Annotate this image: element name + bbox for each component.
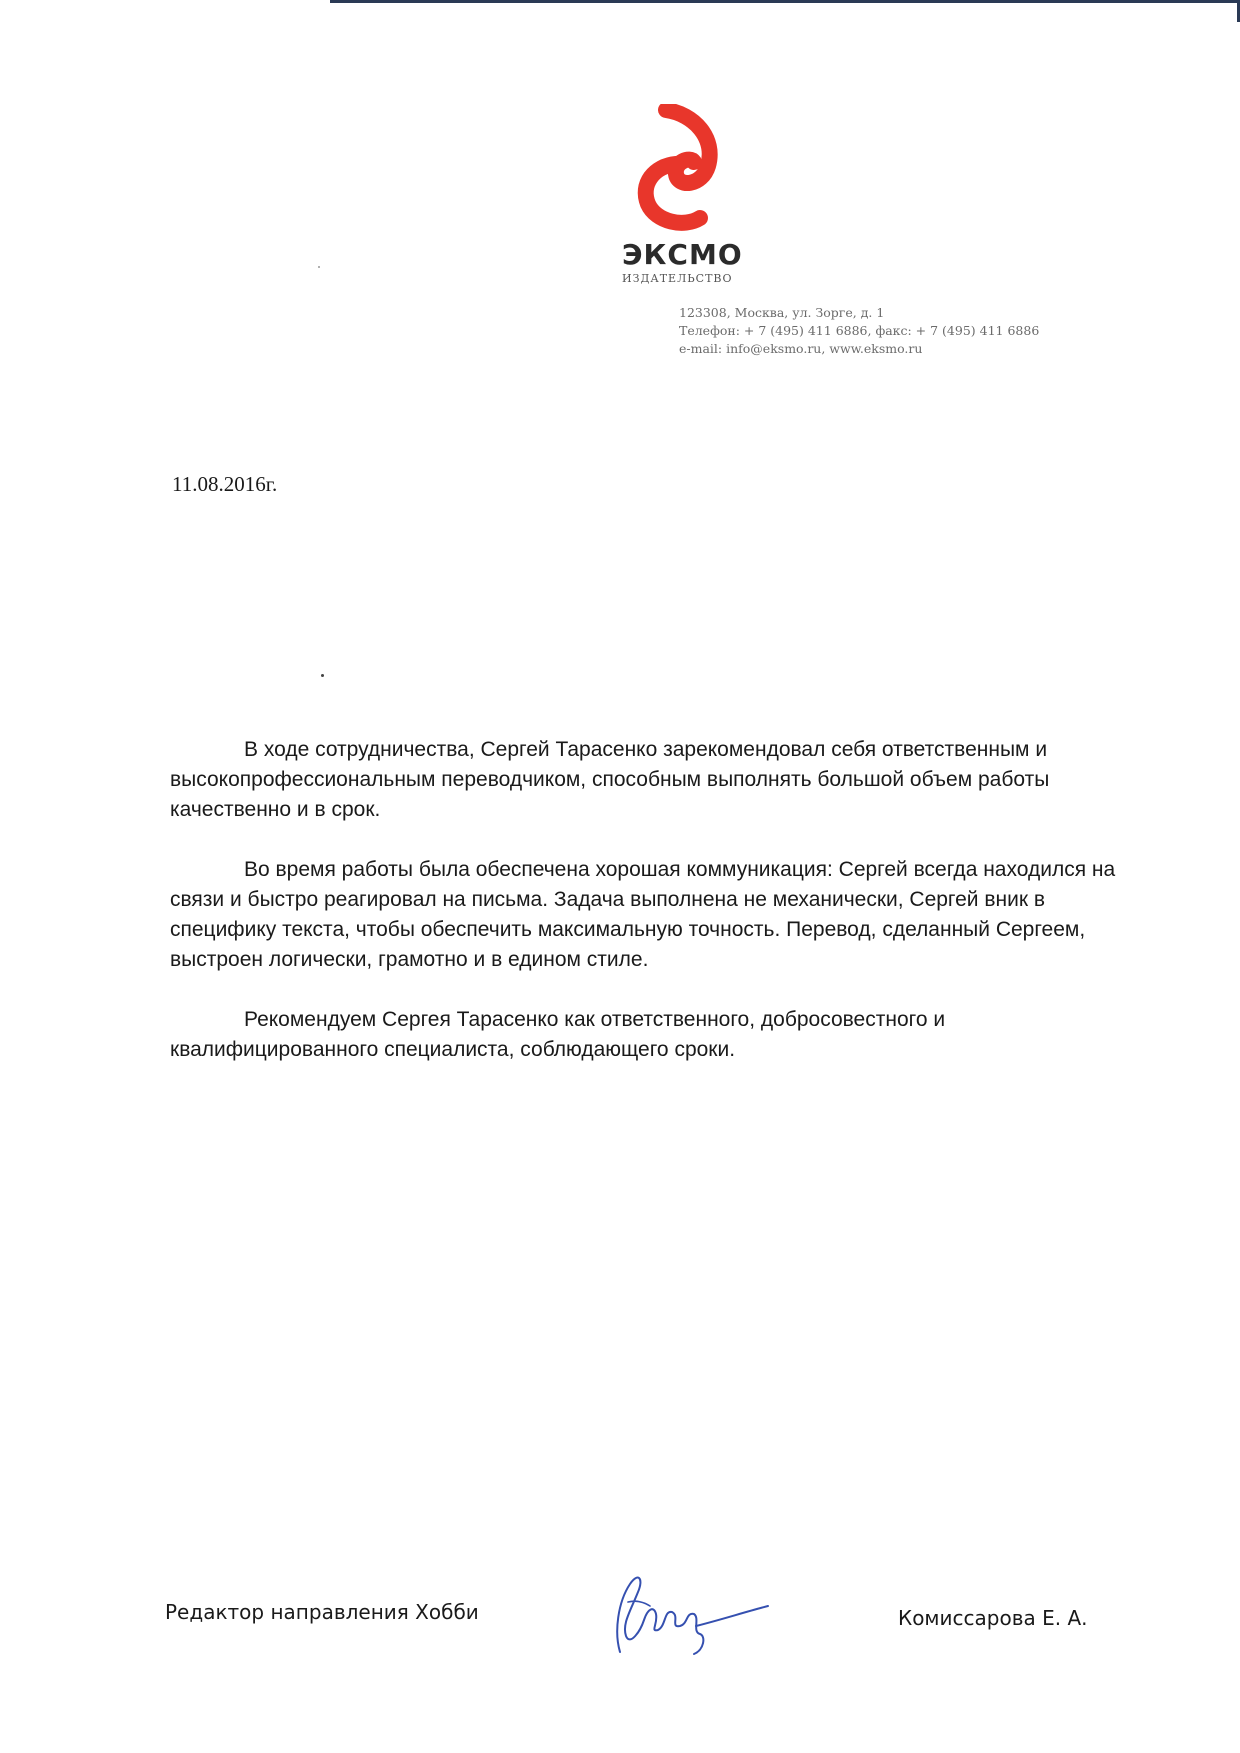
phone-line: Телефон: + 7 (495) 411 6886, факс: + 7 (495) 411 6886 <box>679 323 1040 338</box>
letterhead-contacts <box>679 304 1039 358</box>
body-paragraph: Во время работы была обеспечена хорошая коммуникация: Сергей всегда находился на связи и быстро реагировал на письма. Задача выполнена не механически, Сергей вник в специфику текста, чтобы обеспечить максимальную точность. Перевод, сделанный Сергеем, выстроен логически, грамотно и в едином стиле. <box>170 858 1116 971</box>
letter-date: 11.08.2016г. <box>172 472 278 496</box>
letter-body <box>170 735 1150 1095</box>
email-web-line: e-mail: info@eksmo.ru, www.eksmo.ru <box>679 341 923 356</box>
scan-edge-top <box>330 0 1240 3</box>
brand-name: ЭКСМО <box>622 238 743 271</box>
body-paragraph: Рекомендуем Сергея Тарасенко как ответственного, добросовестного и квалифицированного специалиста, соблюдающего сроки. <box>170 1008 946 1061</box>
address-line: 123308, Москва, ул. Зорге, д. 1 <box>679 305 885 320</box>
handwritten-signature <box>600 1562 770 1662</box>
scan-speck <box>318 266 320 268</box>
body-paragraph: В ходе сотрудничества, Сергей Тарасенко зарекомендовал себя ответственным и высокопрофессиональным переводчиком, способным выполнять большой объем работы качественно и в срок. <box>170 738 1050 821</box>
signer-role: Редактор направления Хобби <box>165 1600 479 1624</box>
brand-subtitle: ИЗДАТЕЛЬСТВО <box>622 272 733 285</box>
scan-speck <box>321 674 324 677</box>
eksmo-logo-icon <box>636 104 726 234</box>
signer-name: Комиссарова Е. А. <box>898 1606 1088 1630</box>
